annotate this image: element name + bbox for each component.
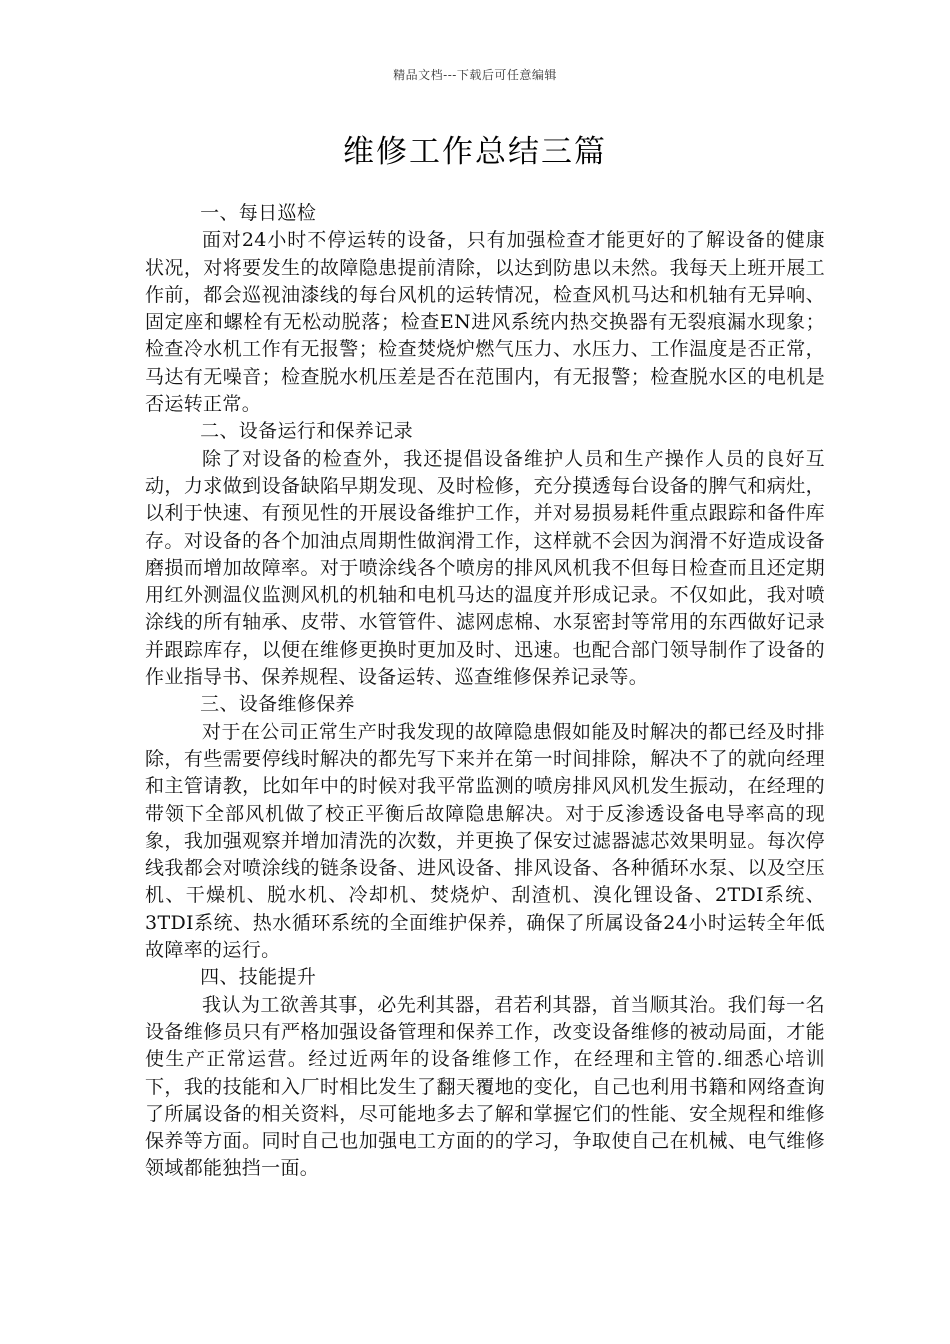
section-daily-inspection [145,200,825,418]
section-paragraph: 对于在公司正常生产时我发现的故障隐患假如能及时解决的都已经及时排除，有些需要停线时解决的都先写下来并在第一时间排除，解决不了的就向经理和主管请教，比如年中的时候对我平常监测的喷房排风风机发生振动，在经理的带领下全部风机做了校正平衡后故障隐患解决。对于反渗透设备电导率高的现象，我加强观察并增加清洗的次数，并更换了保安过滤器滤芯效果明显。每次停线我都会对喷涂线的链条设备、进风设备、排风设备、各种循环水泵、以及空压机、干燥机、脱水机、冷却机、焚烧炉、刮渣机、溴化锂设备、2TDI系统、3TDI系统、热水循环系统的全面维护保养，确保了所属设备24小时运转全年低故障率的运行。 [145,720,825,962]
document-body [145,200,825,1183]
section-paragraph: 我认为工欲善其事，必先利其器，君若利其器，首当顺其治。我们每一名设备维修员只有严格加强设备管理和保养工作，改变设备维修的被动局面，才能使生产正常运营。经过近两年的设备维修工作，在经理和主管的.细悉心培训下，我的技能和入厂时相比发生了翻天覆地的变化，自己也利用书籍和网络查询了所属设备的相关资料，尽可能地多去了解和掌握它们的性能、安全规程和维修保养等方面。同时自己也加强电工方面的的学习，争取使自己在机械、电气维修领域都能独挡一面。 [145,993,825,1180]
section-heading: 四、技能提升 [200,966,317,989]
header-note: 精品文档---下载后可任意编辑 [393,68,557,82]
section-paragraph: 除了对设备的检查外，我还提倡设备维护人员和生产操作人员的良好互动，力求做到设备缺陷早期发现、及时检修，充分摸透每台设备的脾气和病灶，以利于快速、有预见性的开展设备维护工作，并对易损易耗件重点跟踪和备件库存。对设备的各个加油点周期性做润滑工作，这样就不会因为润滑不好造成设备磨损而增加故障率。对于喷涂线各个喷房的排风风机我不但每日检查而且还定期用红外测温仪监测风机的机轴和电机马达的温度并形成记录。不仅如此，我对喷涂线的所有轴承、皮带、水管管件、滤网虑棉、水泵密封等常用的东西做好记录并跟踪库存，以便在维修更换时更加及时、迅速。也配合部门领导制作了设备的作业指导书、保养规程、设备运转、巡查维修保养记录等。 [145,447,825,689]
section-heading: 二、设备运行和保养记录 [200,420,413,443]
section-maintenance [145,691,825,964]
section-paragraph: 面对24小时不停运转的设备，只有加强检查才能更好的了解设备的健康状况，对将要发生的故障隐患提前清除，以达到防患以未然。我每天上班开展工作前，都会巡视油漆线的每台风机的运转情况，检查风机马达和机轴有无异响、固定座和螺栓有无松动脱落；检查EN进风系统内热交换器有无裂痕漏水现象；检查冷水机工作有无报警；检查焚烧炉燃气压力、水压力、工作温度是否正常，马达有无噪音；检查脱水机压差是否在范围内，有无报警；检查脱水区的电机是否运转正常。 [145,229,825,416]
section-heading: 三、设备维修保养 [200,693,355,716]
section-heading: 一、每日巡检 [200,202,317,224]
section-skill-improvement [145,964,825,1182]
section-operation-records [145,418,825,691]
document-title: 维修工作总结三篇 [343,134,607,170]
